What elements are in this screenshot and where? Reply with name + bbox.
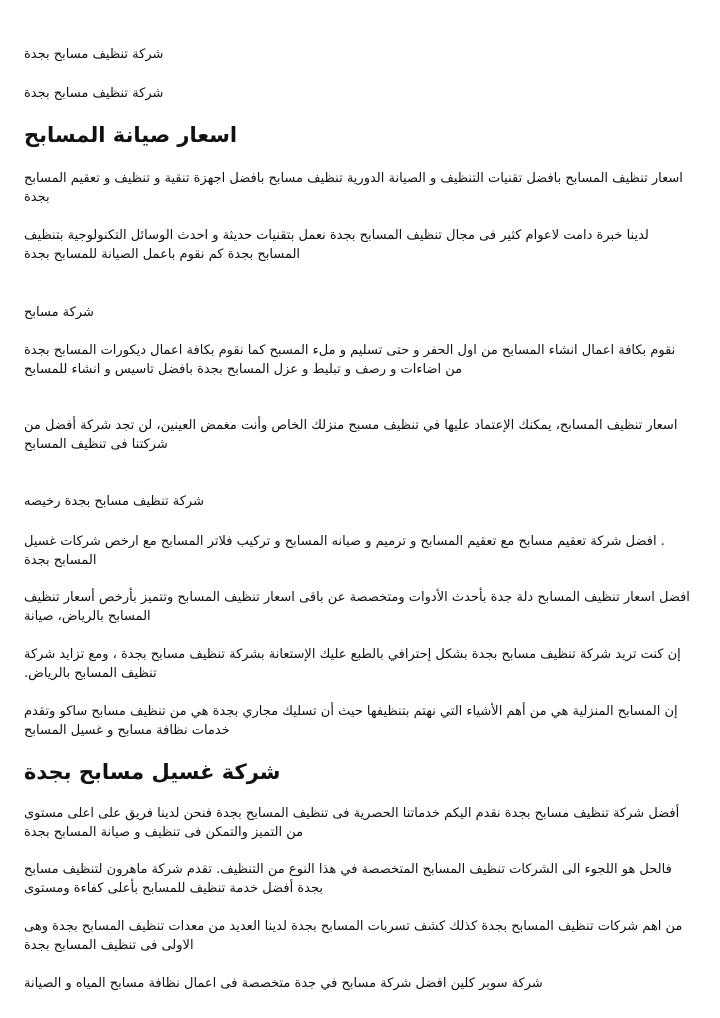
paragraph-15: من اهم شركات تنظيف المسابح بجدة كذلك كشف تسربات المسابح بجدة لدينا العديد من معدات تنظيف المسابح بجدة وهى الاولى فى تنظيف المسابح بجدة: [24, 919, 683, 953]
paragraph-2: شركة تنظيف مسابح بجدة: [24, 86, 164, 101]
paragraph-4: لدينا خبرة دامت لاعوام كثير فى مجال تنظيف المسابح بجدة نعمل بتقنيات حديثة و احدث الوسائل التكنولوجية بتنظيف المسابح بجدة كم نقوم باعمل الصيانة للمسابح بجدة: [24, 228, 649, 262]
paragraph-13: أفضل شركة تنظيف مسابح بجدة نقدم اليكم خدماتنا الحصرية فى تنظيف المسابح بجدة فنحن لدينا فريق على اعلى مستوى من التميز والتمكن فى تنظيف و صيانة المسابح بجدة: [24, 806, 680, 840]
paragraph-1: شركة تنظيف مسابح بجدة: [24, 47, 164, 62]
paragraph-10: افضل اسعار تنظيف المسابح دلة جدة بأحدث الأدوات ومتخصصة عن باقى اسعار تنظيف المسابح وتتميز بأرخص أسعار تنظيف المسابح بالرياض، صيانة: [24, 590, 690, 624]
heading-prices: اسعار صيانة المسابح: [24, 123, 238, 147]
paragraph-8: شركة تنظيف مسابح بجدة رخيصه: [24, 494, 204, 509]
paragraph-11: إن كنت تريد شركة تنظيف مسابح بجدة بشكل إحترافي بالطبع عليك الإستعانة بشركة تنظيف مسابح بجدة ، ومع تزايد شركة تنظيف المسابح بالرياض.: [24, 647, 681, 681]
paragraph-7: اسعار تنظيف المسابح، يمكنك الإعتماد عليها في تنظيف مسبح منزلك الخاص وأنت مغمض العينين، لن تجد شركة أفضل من شركتنا فى تنظيف المسابح: [24, 418, 678, 452]
heading-pool-washing: شركة غسيل مسابح بجدة: [24, 760, 281, 784]
paragraph-6: نقوم بكافة اعمال انشاء المسابح من اول الحفر و حتى تسليم و ملء المسبح كما نقوم بكافة اعمال ديكورات المسابح بجدة من اضاءات و رصف و تبليط و عزل المسابح بجدة بافضل تاسيس و انشاء للمسابح: [24, 343, 676, 377]
paragraph-5: شركة مسابح: [24, 305, 94, 320]
paragraph-16: شركة سوبر كلين افضل شركة مسابح في جدة متخصصة فى اعمال نظافة مسابح المياه و الصيانة: [24, 976, 543, 991]
paragraph-3: اسعار تنظيف المسابح بافضل تقنيات التنظيف و الصيانة الدورية تنظيف مسابح بافضل اجهزة تنقية و تنظيف و تعقيم المسابح بجدة: [24, 171, 683, 205]
paragraph-9: . افضل شركة تعقيم مسابح مع تعقيم المسابح و ترميم و صيانه المسابح و تركيب فلاتر المسابح مع ارخص شركات غسيل المسابح بجدة: [24, 534, 665, 568]
paragraph-12: إن المسابح المنزلية هي من أهم الأشياء التي نهتم بتنظيفها حيث أن تسليك مجاري بجدة هي من تنظيف مسابح ساكو وتقدم خدمات نظافة مسابح و غسيل المسابح: [24, 704, 678, 738]
paragraph-14: فالحل هو اللجوء الى الشركات تنظيف المسابح المتخصصة في هذا النوع من التنظيف. تقدم شركة ماهرون لتنظيف مسابح بجدة أفضل خدمة تنظيف للمسابح بأعلى كفاءة ومستوى: [24, 862, 672, 896]
